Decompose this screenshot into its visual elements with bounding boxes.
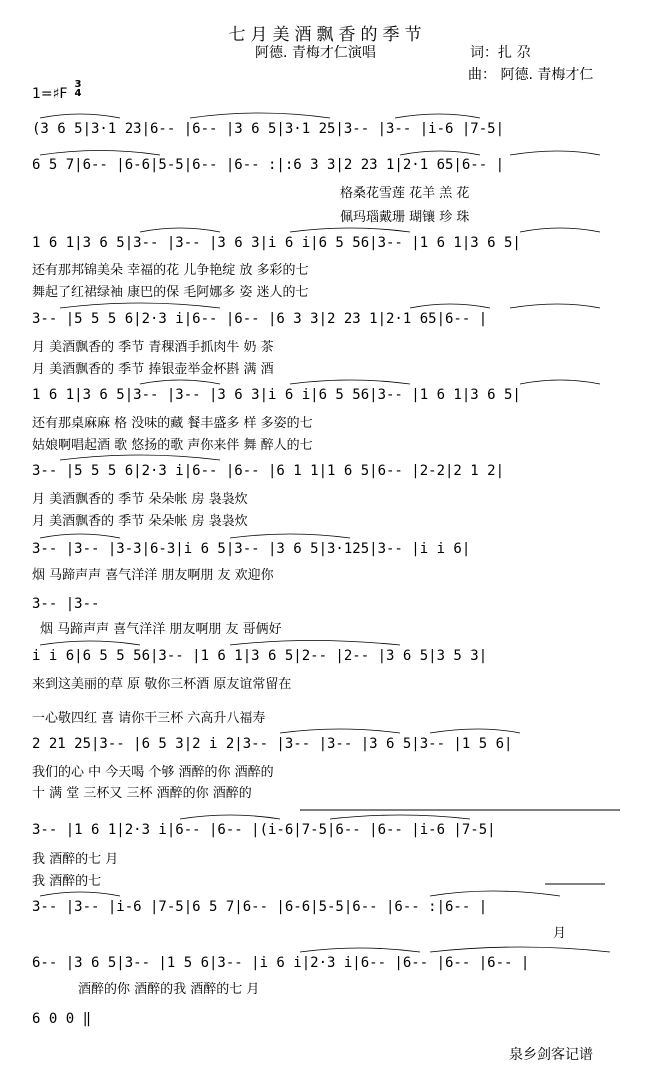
lyric-line-4: 舞起了红裙绿袖 康巴的保 毛阿娜多 姿 迷人的七 [32, 285, 309, 300]
time-signature-top: 3 [74, 79, 82, 90]
lyric-line-11: 烟 马蹄声声 喜气洋洋 朋友啊朋 友 欢迎你 [32, 568, 274, 583]
transcriber-credit: 泉乡剑客记谱 [509, 1047, 593, 1063]
lyric-line-18: 我 酒醉的七 [32, 874, 102, 889]
music-line-13: 6-- |3 6 5|3-- |1 5 6|3-- |i 6 i|2·3 i|6-- |6-- |6-- |6-- | [32, 955, 530, 971]
music-line-4: 3-- |5 5 5 6|2·3 i|6-- |6-- |6 3 3|2 23 1|2·1 65|6-- | [32, 311, 488, 327]
time-signature-bottom: 4 [74, 88, 82, 99]
lyric-line-19: 月 [553, 926, 567, 941]
lyricist-credit: 词：扎 尕 [470, 45, 531, 61]
lyric-line-3: 还有那邦锦美朵 幸福的花 儿争艳绽 放 多彩的七 [32, 263, 309, 278]
composer-credit: 曲： 阿德. 青梅才仁 [468, 67, 594, 83]
music-line-2: 6 5 7|6-- |6-6|5-5|6-- |6-- :|:6 3 3|2 23 1|2·1 65|6-- | [32, 157, 505, 173]
lyric-line-8: 姑娘啊唱起酒 歌 悠扬的歌 声你来伴 舞 醉人的七 [32, 438, 313, 453]
lyric-line-10: 月 美酒飘香的 季节 朵朵帐 房 袅袅炊 [32, 514, 248, 529]
lyric-line-20: 酒醉的你 酒醉的我 酒醉的七 月 [78, 982, 260, 997]
music-line-1: (3 6 5|3·1 23|6-- |6-- |3 6 5|3·1 25|3-- |3-- |i-6 |7-5| [32, 121, 505, 137]
lyric-line-9: 月 美酒飘香的 季节 朵朵帐 房 袅袅炊 [32, 492, 248, 507]
lyric-line-1: 格桑花雪莲 花羊 羔 花 [340, 186, 470, 201]
music-line-14: 6 0 0 ‖ [32, 1011, 92, 1027]
music-line-11: 3-- |1 6 1|2·3 i|6-- |6-- |(i-6|7-5|6-- |6-- |i-6 |7-5| [32, 822, 496, 838]
song-title: 七月美酒飘香的季节 [228, 25, 427, 45]
key-signature: 1=♯F [32, 86, 68, 102]
music-line-9: i i 6|6 5 5 56|3-- |1 6 1|3 6 5|2-- |2-- |3 6 5|3 5 3| [32, 648, 488, 664]
lyric-line-16: 十 满 堂 三杯又 三杯 酒醉的你 酒醉的 [32, 786, 252, 801]
music-line-6: 3-- |5 5 5 6|2·3 i|6-- |6-- |6 1 1|1 6 5|6-- |2-2|2 1 2| [32, 463, 505, 479]
music-line-3: 1 6 1|3 6 5|3-- |3-- |3 6 3|i 6 i|6 5 56|3-- |1 6 1|3 6 5| [32, 235, 521, 251]
lyric-line-14: 一心敬四红 喜 请你干三杯 六高升八福寿 [32, 711, 266, 726]
lyric-line-13: 来到这美丽的草 原 敬你三杯酒 原友谊常留在 [32, 677, 292, 692]
lyric-line-6: 月 美酒飘香的 季节 捧银壶举金杯斟 满 酒 [32, 362, 274, 377]
music-line-12: 3-- |3-- |i-6 |7-5|6 5 7|6-- |6-6|5-5|6-- |6-- :|6-- | [32, 899, 488, 915]
music-line-10: 2 21 25|3-- |6 5 3|2 i 2|3-- |3-- |3-- |3 6 5|3-- |1 5 6| [32, 736, 513, 752]
lyric-line-15: 我们的心 中 今天喝 个够 酒醉的你 酒醉的 [32, 765, 274, 780]
lyric-line-17: 我 酒醉的七 月 [32, 852, 119, 867]
lyric-line-5: 月 美酒飘香的 季节 青稞酒手抓肉牛 奶 茶 [32, 340, 274, 355]
lyric-line-7: 还有那桌麻麻 格 没味的藏 餐丰盛多 样 多姿的七 [32, 416, 313, 431]
music-line-7: 3-- |3-- |3-3|6-3|i 6 5|3-- |3 6 5|3·125|3-- |i i 6| [32, 541, 471, 557]
music-line-5: 1 6 1|3 6 5|3-- |3-- |3 6 3|i 6 i|6 5 56|3-- |1 6 1|3 6 5| [32, 387, 521, 403]
lyric-line-2: 佩玛瑙戴珊 瑚镶 珍 珠 [340, 210, 470, 225]
music-line-8: 3-- |3-- [32, 596, 100, 612]
singer-credit: 阿德. 青梅才仁演唱 [255, 45, 376, 61]
lyric-line-12: 烟 马蹄声声 喜气洋洋 朋友啊朋 友 哥俩好 [40, 622, 282, 637]
